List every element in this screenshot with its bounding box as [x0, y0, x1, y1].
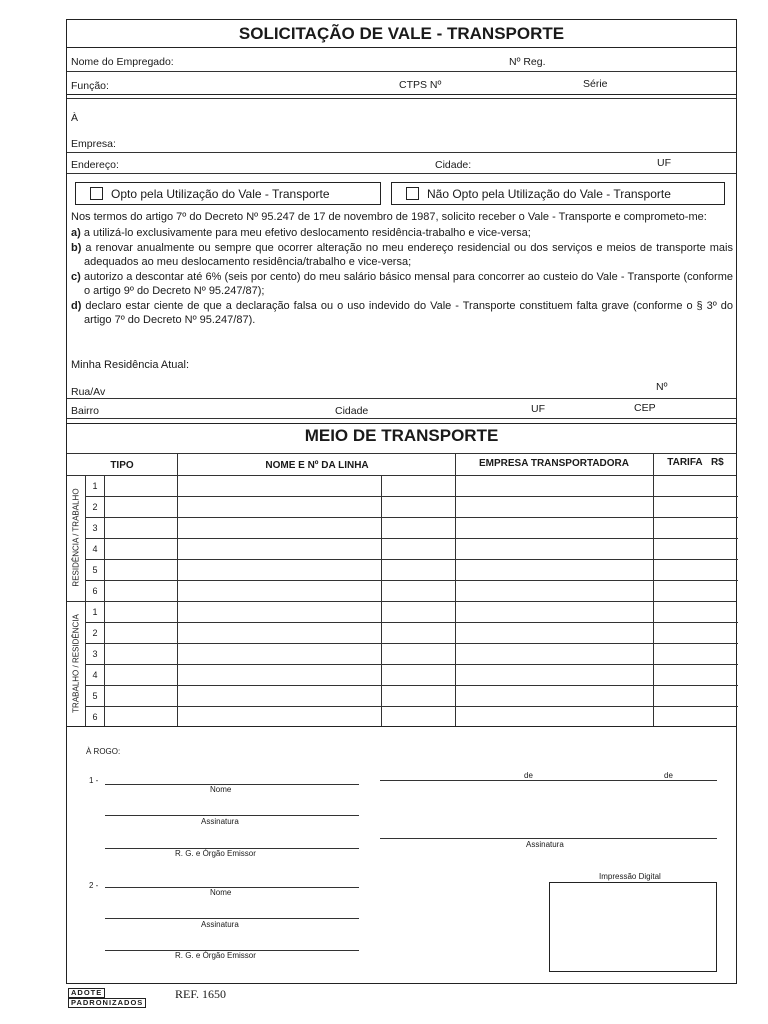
employee-signature-line [380, 838, 717, 839]
transport-title: MEIO DE TRANSPORTE [304, 426, 499, 445]
fingerprint-label: Impressão Digital [599, 872, 661, 881]
declaration-item-d: d) declaro estar ciente de que a declaração falsa ou o uso indevido do Vale - Transporte constituem falta grave (conforme o § 3º do artigo 7º do Decreto Nº 95.247/87). [71, 300, 733, 326]
street-label: Rua/Av [71, 386, 106, 398]
table-bottom [67, 726, 736, 727]
witness2-name-line [105, 887, 359, 888]
declaration-intro: Nos termos do artigo 7º do Decreto Nº 95.247 de 17 de novembro de 1987, solicito receber o Vale - Transporte e comprometo-me: [71, 211, 707, 223]
date-de-2: de [664, 771, 673, 780]
row-number: 2 [92, 628, 98, 638]
divider [67, 152, 736, 153]
col-tipo: TIPO [110, 460, 134, 471]
employee-name-label: Nome do Empregado: [71, 56, 174, 68]
ctps-label: CTPS Nº [399, 79, 442, 91]
opt-in-label: Opto pela Utilização do Vale - Transporte [111, 186, 330, 201]
row-line [85, 538, 738, 539]
group-divider [67, 601, 736, 602]
company-city-label: Cidade: [435, 159, 472, 171]
employee-signature-label: Assinatura [526, 840, 564, 849]
residence-uf-label: UF [531, 403, 545, 415]
declaration-item-a: a) a utilizá-lo exclusivamente para meu efetivo deslocamento residência-trabalho e vice-versa; [71, 226, 531, 239]
cep-label: CEP [634, 402, 656, 414]
group-label-trab-res: TRABALHO / RESIDÊNCIA [71, 614, 81, 713]
divider [67, 453, 736, 454]
row-line [85, 664, 738, 665]
row-number: 2 [92, 502, 98, 512]
function-label: Função: [71, 80, 109, 92]
divider [67, 94, 736, 95]
row-line [85, 580, 738, 581]
brand-line2: PADRONIZADOS [68, 998, 146, 1008]
residence-city-label: Cidade [335, 405, 369, 417]
divider [67, 418, 736, 419]
opt-out-checkbox[interactable] [406, 187, 419, 200]
second-witness-number: 2 - [89, 881, 99, 890]
row-number: 4 [92, 544, 98, 554]
witness1-rg-label: R. G. e Órgão Emissor [175, 849, 256, 858]
company-label: Empresa: [71, 138, 116, 150]
footer-brand [68, 988, 146, 1008]
to-label: À [71, 112, 79, 124]
col-empresa: EMPRESA TRANSPORTADORA [478, 458, 629, 469]
witness1-signature-line [105, 815, 359, 816]
a-rogo-label: À ROGO: [86, 747, 121, 756]
witness2-signature-line [105, 918, 359, 919]
row-number: 6 [92, 712, 98, 722]
opt-out-label: Não Opto pela Utilização do Vale - Transporte [427, 186, 671, 201]
address-label: Endereço: [71, 159, 119, 171]
divider [67, 398, 736, 399]
row-line [85, 643, 738, 644]
witness2-name-label: Nome [210, 888, 232, 897]
witness2-signature-label: Assinatura [201, 920, 239, 929]
opt-out-option[interactable] [391, 182, 725, 205]
row-line [85, 622, 738, 623]
divider [67, 423, 736, 424]
opt-in-option[interactable] [75, 182, 381, 205]
row-number: 5 [92, 565, 98, 575]
form-title: SOLICITAÇÃO DE VALE - TRANSPORTE [67, 20, 736, 48]
row-line [85, 559, 738, 560]
fingerprint-box [549, 882, 717, 972]
row-number: 6 [92, 586, 98, 596]
first-witness-number: 1 - [89, 776, 99, 785]
group-label-res-trab: RESIDÊNCIA / TRABALHO [71, 488, 81, 587]
witness1-signature-label: Assinatura [201, 817, 239, 826]
form-reference: REF. 1650 [175, 987, 227, 1001]
date-de-1: de [524, 771, 533, 780]
divider [67, 173, 736, 174]
residence-heading: Minha Residência Atual: [71, 359, 190, 371]
declaration-text [71, 211, 733, 327]
declaration-item-b: b) a renovar anualmente ou sempre que ocorrer alteração no meu endereço residencial ou dos serviços e meios de transporte mais adequados ao meu deslocamento residência/trabalho e vice-versa; [71, 242, 733, 268]
serie-label: Série [583, 78, 608, 90]
row-number: 5 [92, 691, 98, 701]
reg-label: Nº Reg. [509, 56, 546, 68]
witness1-name-label: Nome [210, 785, 232, 794]
district-label: Bairro [71, 405, 100, 417]
row-line [85, 706, 738, 707]
opt-in-checkbox[interactable] [90, 187, 103, 200]
row-number: 1 [92, 607, 98, 617]
col-linha: NOME E Nº DA LINHA [265, 460, 369, 471]
witness1-name-line [105, 784, 359, 785]
divider [67, 98, 736, 99]
row-line [85, 685, 738, 686]
row-number: 4 [92, 670, 98, 680]
date-line [380, 780, 717, 781]
company-uf-label: UF [657, 157, 671, 169]
declaration-item-c: c) autorizo a descontar até 6% (seis por cento) do meu salário básico mensal para concorrer ao custeio do Vale - Transporte (conforme o artigo 9º do Decreto Nº 95.247/87); [71, 271, 733, 297]
row-line [85, 517, 738, 518]
witness2-rg-label: R. G. e Órgão Emissor [175, 951, 256, 960]
form-frame [66, 19, 737, 984]
col-tarifa: TARIFA R$ [667, 457, 724, 468]
row-line [85, 496, 738, 497]
divider [67, 71, 736, 72]
row-number: 1 [92, 481, 98, 491]
row-number: 3 [92, 523, 98, 533]
brand-line1: ADOTE [68, 988, 105, 998]
number-label: Nº [656, 381, 668, 393]
divider [67, 475, 736, 476]
row-number: 3 [92, 649, 98, 659]
